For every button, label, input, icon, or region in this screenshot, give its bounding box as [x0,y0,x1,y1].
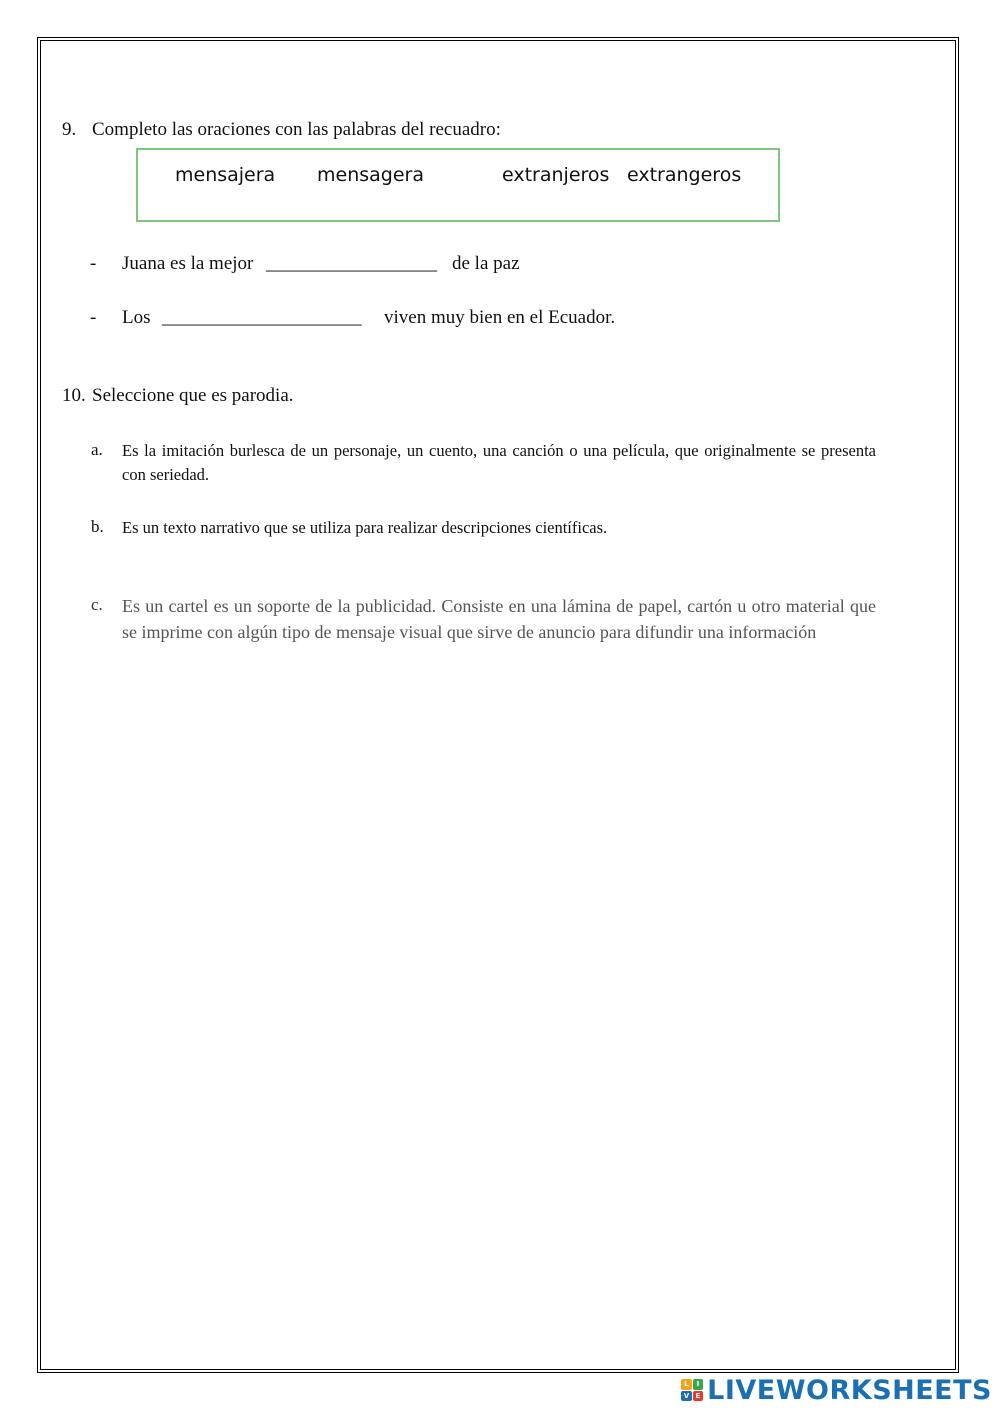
option-b-letter[interactable]: b. [91,517,104,536]
bullet-dash: - [90,253,97,274]
sentence-2-blank[interactable]: _____________________ [162,307,362,328]
sentence-1-after: de la paz [452,253,520,274]
question-10-text: Seleccione que es parodia. [92,385,294,406]
page-border [40,40,956,1370]
word-bank-box [136,148,780,222]
option-c-letter[interactable]: c. [91,595,103,614]
question-10-title [62,384,294,408]
option-a-letter[interactable]: a. [91,440,103,459]
bullet-dash: - [90,307,97,328]
brand-name: LIVEWORKSHEETS [707,1374,992,1406]
liveworksheets-logo-icon: L I V E [681,1379,703,1401]
question-9-text: Completo las oraciones con las palabras del recuadro: [92,119,501,140]
sentence-2-after: viven muy bien en el Ecuador. [384,307,616,328]
question-9-number: 9. [62,119,77,140]
word-bank-item[interactable]: extrangeros [627,164,742,186]
question-9-title [62,118,501,142]
option-b-text[interactable]: Es un texto narrativo que se utiliza para realizar descripciones científicas. [122,518,608,537]
liveworksheets-brand [681,1373,992,1407]
sentence-1-blank[interactable]: __________________ [266,253,437,274]
word-bank-item[interactable]: extranjeros [502,164,610,186]
sentence-2-before: Los [122,307,151,328]
question-10-number: 10. [62,385,86,406]
word-bank-item[interactable]: mensajera [175,164,276,186]
option-a-text[interactable]: Es la imitación burlesca de un personaje, un cuento, una canción o una película, que originalmente se presenta con seriedad. [122,441,876,484]
sentence-1-before: Juana es la mejor [122,253,254,274]
word-bank-item[interactable]: mensagera [317,164,424,186]
option-c-text[interactable]: Es un cartel es un soporte de la publicidad. Consiste en una lámina de papel, cartón u otro material que se imprime con algún tipo de mensaje visual que sirve de anuncio para difundir una información [122,596,876,642]
